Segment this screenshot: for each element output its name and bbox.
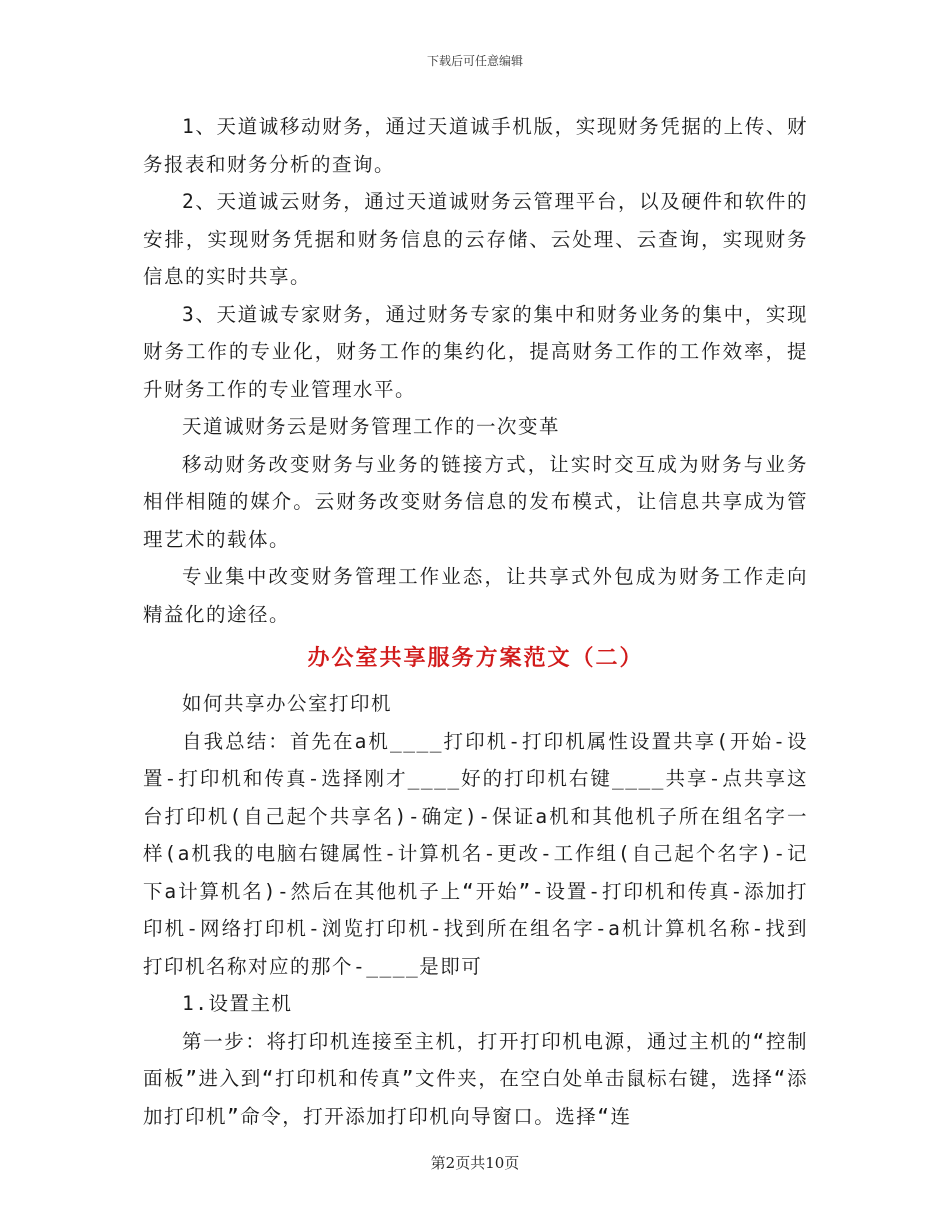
paragraph: 如何共享办公室打印机 (182, 692, 393, 715)
paragraph: 自我总结：首先在a机____打印机-打印机属性设置共享(开始-设置-打印机和传真-选择刚才____好的打印机右键____共享-点共享这台打印机(自己起个共享名)-确定)-保证a机和其他机子所在组名字一样(a机我的电脑右键属性-计算机名-更改-工作组(自己起个名字)-记下a计算机名)-然后在其他机子上“开始”-设置-打印机和传真-添加打印机-网络打印机-浏览打印机-找到所在组名字-a机计算机名称-找到打印机名称对应的那个-____是即可 (143, 729, 808, 978)
paragraph: 专业集中改变财务管理工作业态，让共享式外包成为财务工作走向精益化的途径。 (143, 565, 808, 626)
paragraph: 第一步：将打印机连接至主机，打开打印机电源，通过主机的“控制面板”进入到“打印机和传真”文件夹，在空白处单击鼠标右键，选择“添加打印机”命令，打开添加打印机向导窗口。选择“连 (143, 1029, 808, 1128)
paragraph: 移动财务改变财务与业务的链接方式，让实时交互成为财务与业务相伴相随的媒介。云财务改变财务信息的发布模式，让信息共享成为管理艺术的载体。 (143, 452, 808, 551)
page-header: 下载后可任意编辑 (426, 54, 523, 68)
paragraph: 1.设置主机 (182, 992, 293, 1015)
paragraph: 2、天道诚云财务，通过天道诚财务云管理平台，以及硬件和软件的安排，实现财务凭据和财务信息的云存储、云处理、云查询，实现财务信息的实时共享。 (143, 190, 808, 288)
section-title: 办公室共享服务方案范文（二） (307, 646, 644, 671)
paragraph: 天道诚财务云是财务管理工作的一次变革 (182, 415, 561, 438)
page-footer: 第2页共10页 (430, 1154, 520, 1172)
paragraph: 1、天道诚移动财务，通过天道诚手机版，实现财务凭据的上传、财务报表和财务分析的查询。 (143, 115, 808, 176)
document-body (143, 108, 808, 1135)
paragraph: 3、天道诚专家财务，通过财务专家的集中和财务业务的集中，实现财务工作的专业化，财务工作的集约化，提高财务工作的工作效率，提升财务工作的专业管理水平。 (143, 302, 808, 401)
